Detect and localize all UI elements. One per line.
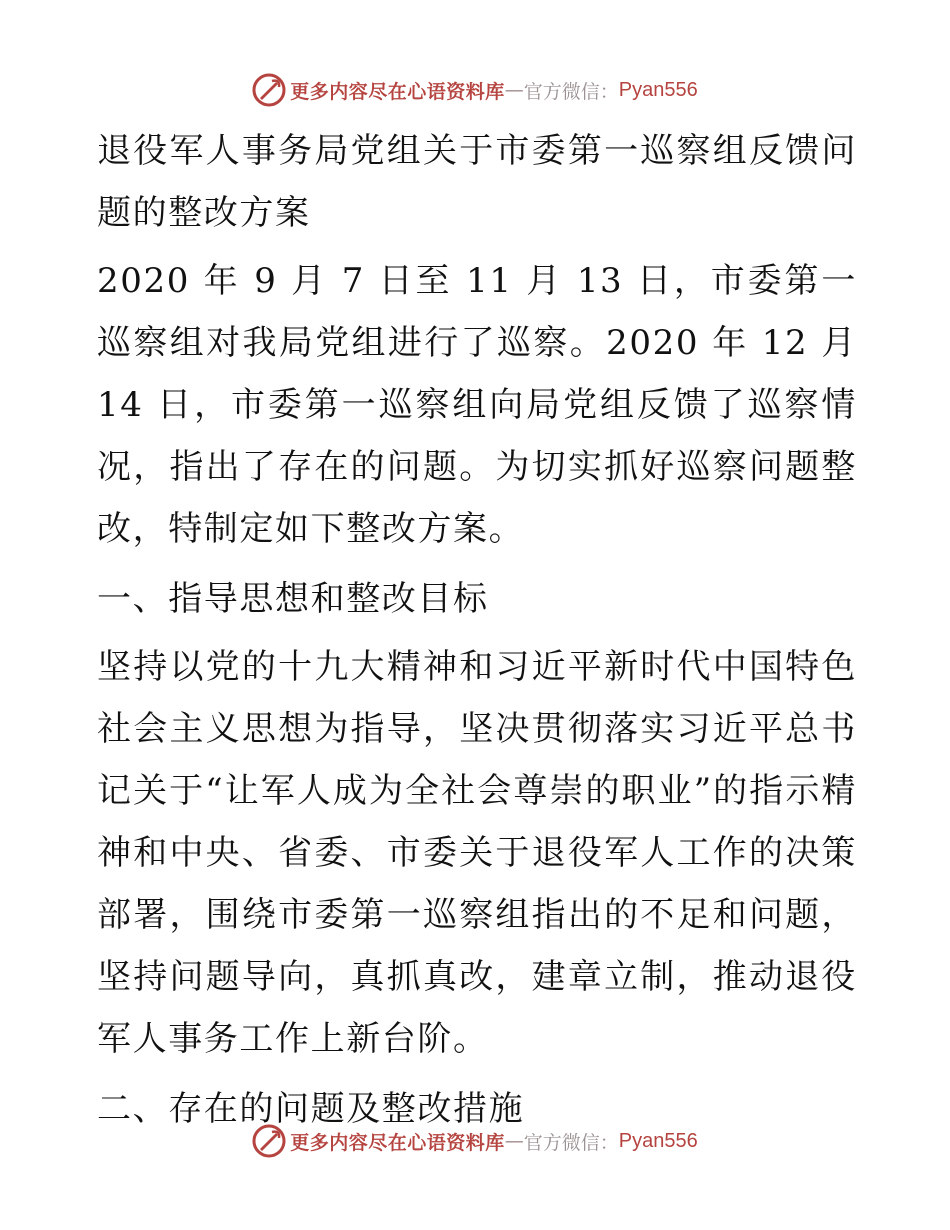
watermark-wechat-id: Pyan556 [618,78,698,101]
section-2-heading: 二、存在的问题及整改措施 [97,1089,525,1129]
quill-logo-icon [252,1124,286,1158]
watermark-separator: — [504,79,524,101]
section-1-paragraph: 坚持以党的十九大精神和习近平新时代中国特色社会主义思想为指导，坚决贯彻落实习近平总书记关于“让军人成为全社会尊崇的职业”的指示精神和中央、省委、市委关于退役军人工作的决策部署，围绕市委第一巡察组指出的不足和问题，坚持问题导向，真抓真改，建章立制，推动退役军人事务工作上新台阶。 [97,647,857,1059]
watermark-wechat-id: Pyan556 [618,1129,698,1152]
watermark-wechat-label: 官方微信： [523,1131,619,1154]
watermark-text: 更多内容尽在心语资料库 [290,1131,505,1154]
watermark-wechat-label: 官方微信： [523,80,619,103]
watermark-banner-bottom [0,1121,950,1161]
document-body [97,120,857,1140]
intro-paragraph: 2020 年 9 月 7 日至 11 月 13 日，市委第一巡察组对我局党组进行了巡察。2020 年 12 月 14 日，市委第一巡察组向局党组反馈了巡察情况，指出了存在的问题。为切实抓好巡察问题整改，特制定如下整改方案。 [97,261,857,549]
watermark-separator: — [504,1130,524,1152]
watermark-text: 更多内容尽在心语资料库 [290,80,505,103]
watermark-banner-top [0,70,950,110]
quill-logo-icon [252,73,286,107]
section-1-heading: 一、指导思想和整改目标 [97,579,489,619]
document-title: 退役军人事务局党组关于市委第一巡察组反馈问题的整改方案 [97,131,857,233]
